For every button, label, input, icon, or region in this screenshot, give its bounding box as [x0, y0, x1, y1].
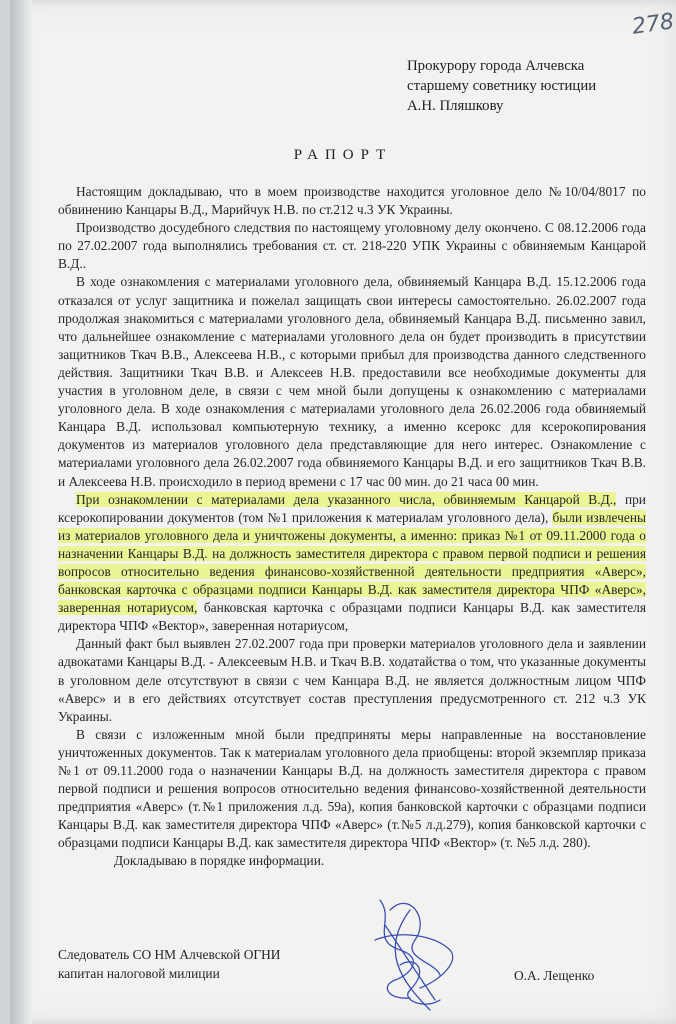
highlighted-text: были извлечены из материалов уголовного дела и уничтожены документы, а именно: приказ №1 от 09.11.2000 года о назначении Канцары В.Д. на должность заместителя директора с правом первой подписи и решения вопросов относительно ведения финансово-хозяйственной деятельности предприятия «Аверс», банковская карточка с образцами подписи Канцары В.Д. как заместителя директора ЧПФ «Аверс», заверенная нотариусом,: [58, 509, 646, 616]
paragraph: В связи с изложенным мной были предприняты меры направленные на восстановление уничтоженных документов. Так к материалам уголовного дела приобщены: второй экземпляр приказа №1 от 09.11.2000 года о назначении Канцары В.Д. на должность заместителя директора с правом первой подписи и решения вопросов относительно ведения финансово-хозяйственной деятельности предприятия «Аверс» (т.№1 приложения л.д. 59а), копия банковской карточки с образцами подписи Канцары В.Д. как заместителя директора ЧПФ «Аверс» (т.№5 л.д.279), копия банковской карточки с образцами подписи Канцары В.Д. как заместителя директора ЧПФ «Вектор» (т. №5 л.д. 280).: [58, 726, 646, 851]
paragraph: Докладываю в порядке информации.: [114, 853, 325, 869]
addressee-line: А.Н. Пляшкову: [407, 98, 504, 114]
signatory-line: капитан налоговой милиции: [58, 966, 220, 981]
highlighted-text: При ознакомлении с материалами дела указанного числа, обвиняемым Канцарой В.Д.,: [76, 491, 617, 507]
signatory-name: О.А. Лещенко: [514, 968, 595, 983]
paragraph: Данный факт был выявлен 27.02.2007 года при проверки материалов уголовного дела и заявлении адвокатами Канцары В.Д. - Алексеевым Н.В. и Ткач В.В. ходатайства о том, что указанные документы в уголовном деле отсутствуют в связи с чем Канцара В.Д. не является должностным лицом ЧПФ «Аверс» и в его действиях отсутствует состав преступления предусмотренного ст. 212 ч.3 УК Украины.: [58, 636, 646, 724]
addressee-line: Прокурору города Алчевска: [407, 58, 585, 74]
paragraph-text: при ксерокопировании документов (том №1 приложения к материалам уголовного дела),: [58, 491, 646, 525]
paragraph: Настоящим докладываю, что в моем производстве находится уголовное дело №10/04/8017 по обвинению Канцары В.Д., Марийчук Н.В. по ст.212 ч.3 УК Украины.: [58, 184, 646, 218]
paragraph-text: банковская карточка с образцами подписи Канцары В.Д. как заместителя директора ЧПФ «Вектор», заверенная нотариусом,: [58, 600, 646, 634]
handwritten-signature: [340, 880, 490, 1020]
addressee-line: старшему советнику юстиции: [407, 78, 597, 94]
document-body: [58, 183, 646, 871]
paragraph-highlighted: [58, 491, 646, 636]
signatory-block: [58, 945, 280, 983]
signatory-line: Следователь СО НМ Алчевской ОГНИ: [58, 947, 281, 962]
paragraph: В ходе ознакомления с материалами уголовного дела, обвиняемый Канцара В.Д. 15.12.2006 года отказался от услуг защитника и пожелал защищать свои интересы самостоятельно. 26.02.2007 года продолжая знакомиться с материалами уголовного дела, обвиняемый Канцара В.Д. письменно завил, что дальнейшее ознакомление с материалами уголовного дела он будет производить в присутствии защитников Ткач В.В., Алексеева Н.В., с которыми прибыл для производства данного следственного действия. Защитники Ткач В.В. и Алексеев Н.В. предоставили все необходимые документы для участия в уголовном деле, в связи с чем мной были допущены к ознакомлению с материалами уголовного дела. В ходе ознакомления с материалами уголовного дела 26.02.2006 года обвиняемый Канцара В.Д. использовал компьютерную технику, а именно ксерокс для ксерокопирования документов из материалов уголовного дела представляющие для него интерес. Ознакомление с материалами уголовного дела 26.02.2007 года обвиняемого Канцары В.Д. и его защитников Ткач В.В. и Алексеева Н.В. происходило в период времени с 17 час 00 мин. до 21 часа 00 мин.: [58, 274, 646, 489]
handwritten-page-number: 278: [630, 9, 676, 40]
addressee-block: [407, 56, 596, 116]
document-title: РАПОРТ: [293, 147, 393, 163]
paragraph: Производство досудебного следствия по настоящему уголовному делу окончено. С 08.12.2006 года по 27.02.2007 года выполнялись требования ст. ст. 218-220 УПК Украины с обвиняемым Канцарой В.Д..: [58, 220, 646, 272]
document-page: [10, 0, 676, 1024]
